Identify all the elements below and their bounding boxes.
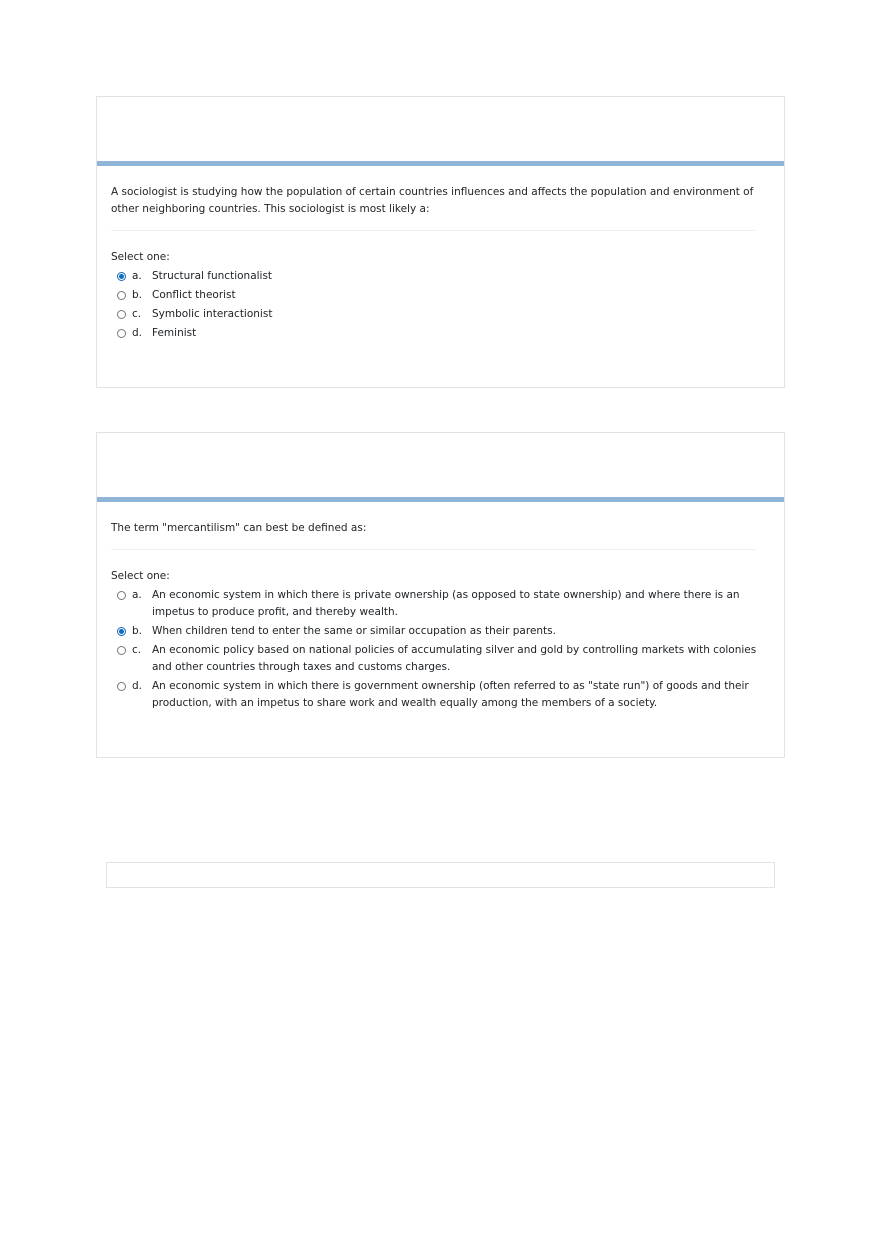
question-header <box>97 433 784 497</box>
question-separator <box>111 549 756 550</box>
option-letter: c. <box>132 308 142 320</box>
answer-option-a[interactable] <box>111 268 770 285</box>
option-letter: c. <box>132 644 142 656</box>
answer-option-b[interactable] <box>111 287 770 304</box>
select-one-label: Select one: <box>111 251 170 263</box>
radio-button-c[interactable] <box>117 310 126 319</box>
radio-button-a[interactable] <box>117 272 126 281</box>
option-text: Structural functionalist <box>152 270 273 282</box>
option-letter: a. <box>132 589 142 601</box>
radio-button-c[interactable] <box>117 646 126 655</box>
option-text: Conflict theorist <box>152 289 236 301</box>
quiz-navigation-box <box>106 862 775 888</box>
answer-option-b[interactable] <box>111 623 770 640</box>
answer-option-d[interactable] <box>111 678 770 712</box>
answer-options <box>111 268 770 342</box>
option-text: An economic system in which there is private ownership (as opposed to state ownership) and where there is an impetus to produce profit, and thereby wealth. <box>152 589 740 618</box>
answer-option-c[interactable] <box>111 306 770 323</box>
select-one-label: Select one: <box>111 570 170 582</box>
option-text: Feminist <box>152 327 197 339</box>
answer-option-d[interactable] <box>111 325 770 342</box>
option-text: An economic policy based on national policies of accumulating silver and gold by controlling markets with colonies and other countries through taxes and customs charges. <box>152 644 757 673</box>
radio-button-d[interactable] <box>117 682 126 691</box>
question-header <box>97 97 784 161</box>
option-text: An economic system in which there is government ownership (often referred to as "state run") of goods and their production, with an impetus to share work and wealth equally among the members of a society. <box>152 680 749 709</box>
question-text: A sociologist is studying how the population of certain countries influences and affects the population and environment of other neighboring countries. This sociologist is most likely a: <box>111 186 754 215</box>
question-separator <box>111 230 756 231</box>
option-text: Symbolic interactionist <box>152 308 273 320</box>
question-card-2 <box>96 432 785 758</box>
option-letter: b. <box>132 289 143 301</box>
option-letter: b. <box>132 625 143 637</box>
answer-options <box>111 587 770 712</box>
radio-button-b[interactable] <box>117 291 126 300</box>
radio-button-b[interactable] <box>117 627 126 636</box>
option-text: When children tend to enter the same or similar occupation as their parents. <box>152 625 556 637</box>
option-letter: a. <box>132 270 142 282</box>
radio-button-a[interactable] <box>117 591 126 600</box>
option-letter: d. <box>132 680 143 692</box>
question-card-1 <box>96 96 785 388</box>
answer-option-a[interactable] <box>111 587 770 621</box>
radio-button-d[interactable] <box>117 329 126 338</box>
question-text: The term "mercantilism" can best be defined as: <box>111 522 367 534</box>
option-letter: d. <box>132 327 143 339</box>
answer-option-c[interactable] <box>111 642 770 676</box>
